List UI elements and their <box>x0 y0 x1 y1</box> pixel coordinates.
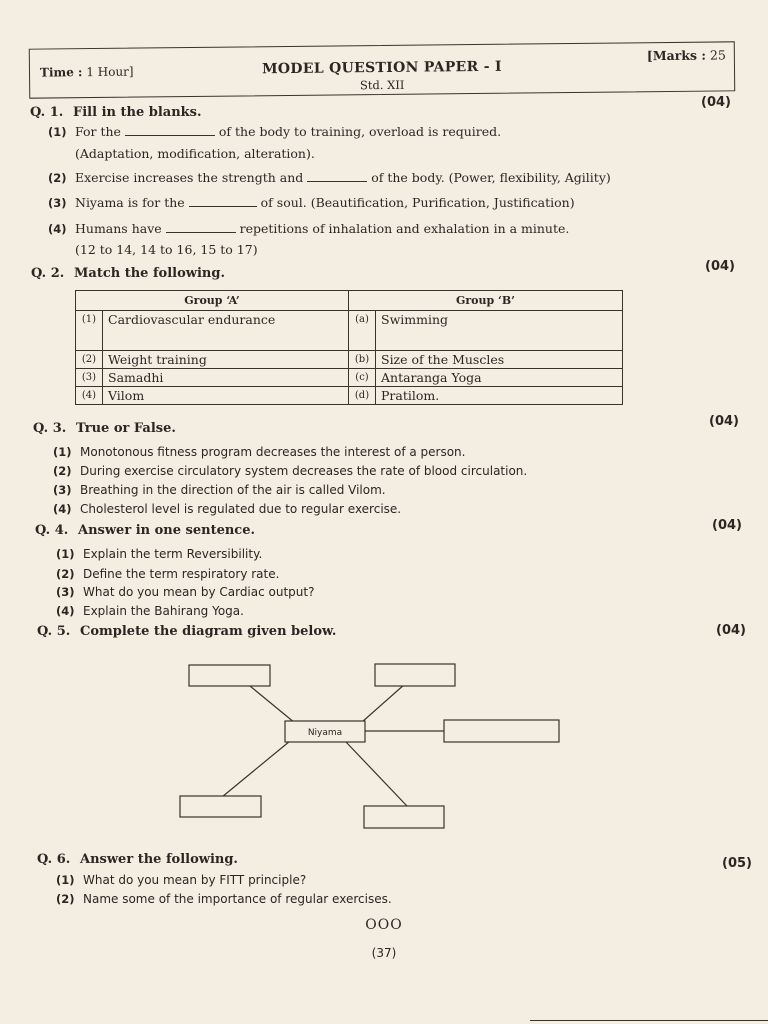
row-index: (d) <box>349 387 376 405</box>
row-index: (a) <box>349 311 376 351</box>
end-mark: OOO <box>365 917 403 933</box>
group-a-cell: Cardiovascular endurance <box>103 311 349 351</box>
blank-box <box>375 664 455 686</box>
q1-item-3: (3) Niyama is for the of soul. (Beautification, Purification, Justification) <box>48 195 575 210</box>
group-b-cell: Pratilom. <box>376 387 623 405</box>
q4-marks: (04) <box>712 518 742 533</box>
row-index: (1) <box>76 311 103 351</box>
divider <box>530 1020 768 1021</box>
group-a-header: Group ‘A’ <box>76 291 349 311</box>
group-a-cell: Vilom <box>103 387 349 405</box>
group-a-cell: Weight training <box>103 351 349 369</box>
blank-box <box>180 796 261 817</box>
q1-item-2: (2) Exercise increases the strength and of the body. (Power, flexibility, Agility) <box>48 170 611 185</box>
q1-item-1-options: (Adaptation, modification, alteration). <box>75 146 315 161</box>
q3-marks: (04) <box>709 414 739 429</box>
group-b-cell: Swimming <box>376 311 623 351</box>
q3-item-4: (4) Cholesterol level is regulated due to regular exercise. <box>53 502 402 516</box>
q1-item-4: (4) Humans have repetitions of inhalation and exhalation in a minute. <box>48 221 570 236</box>
total-marks: [Marks : 25 <box>646 47 726 64</box>
q1-item-4-options: (12 to 14, 14 to 16, 15 to 17) <box>75 242 258 257</box>
row-index: (c) <box>349 369 376 387</box>
q3-item-1: (1) Monotonous fitness program decreases the interest of a person. <box>53 445 466 459</box>
connector-line <box>222 741 290 797</box>
connector-line <box>362 684 405 722</box>
time-info: Time : 1 Hour] <box>39 64 134 80</box>
q5-marks: (04) <box>716 623 746 638</box>
row-index: (3) <box>76 369 103 387</box>
row-index: (4) <box>76 387 103 405</box>
center-label: Niyama <box>307 728 343 738</box>
group-b-header: Group ‘B’ <box>349 291 623 311</box>
q4-heading: Q. 4. Answer in one sentence. <box>35 523 256 538</box>
q4-item-1: (1) Explain the term Reversibility. <box>56 547 263 561</box>
q1-item-1: (1) For the of the body to training, overload is required. <box>48 124 502 139</box>
q3-heading: Q. 3. True or False. <box>33 421 176 436</box>
q6-marks: (05) <box>722 856 752 871</box>
q4-item-2: (2) Define the term respiratory rate. <box>56 567 280 581</box>
q4-item-4: (4) Explain the Bahirang Yoga. <box>56 604 244 618</box>
q6-item-1: (1) What do you mean by FITT principle? <box>56 873 307 887</box>
row-index: (2) <box>76 351 103 369</box>
connector-line <box>346 742 407 806</box>
group-a-cell: Samadhi <box>103 369 349 387</box>
paper-title: MODEL QUESTION PAPER - I <box>262 58 502 78</box>
q3-item-2: (2) During exercise circulatory system decreases the rate of blood circulation. <box>53 464 528 478</box>
group-b-cell: Size of the Muscles <box>376 351 623 369</box>
q2-marks: (04) <box>705 259 735 274</box>
group-b-cell: Antaranga Yoga <box>376 369 623 387</box>
blank-box <box>189 665 270 686</box>
row-index: (b) <box>349 351 376 369</box>
q6-item-2: (2) Name some of the importance of regular exercises. <box>56 892 392 906</box>
q1-heading: Q. 1. Fill in the blanks. <box>30 105 202 120</box>
standard: Std. XII <box>359 77 405 93</box>
q2-heading: Q. 2. Match the following. <box>31 266 225 281</box>
q5-heading: Q. 5. Complete the diagram given below. <box>37 624 337 639</box>
q1-marks: (04) <box>701 95 731 110</box>
blank-box <box>364 806 444 828</box>
q6-heading: Q. 6. Answer the following. <box>37 852 238 867</box>
q4-item-3: (3) What do you mean by Cardiac output? <box>56 585 315 599</box>
blank-box <box>444 720 559 742</box>
page-number: (37) <box>371 946 397 960</box>
connector-line <box>250 686 295 723</box>
q3-item-3: (3) Breathing in the direction of the air is called Vilom. <box>53 483 386 497</box>
